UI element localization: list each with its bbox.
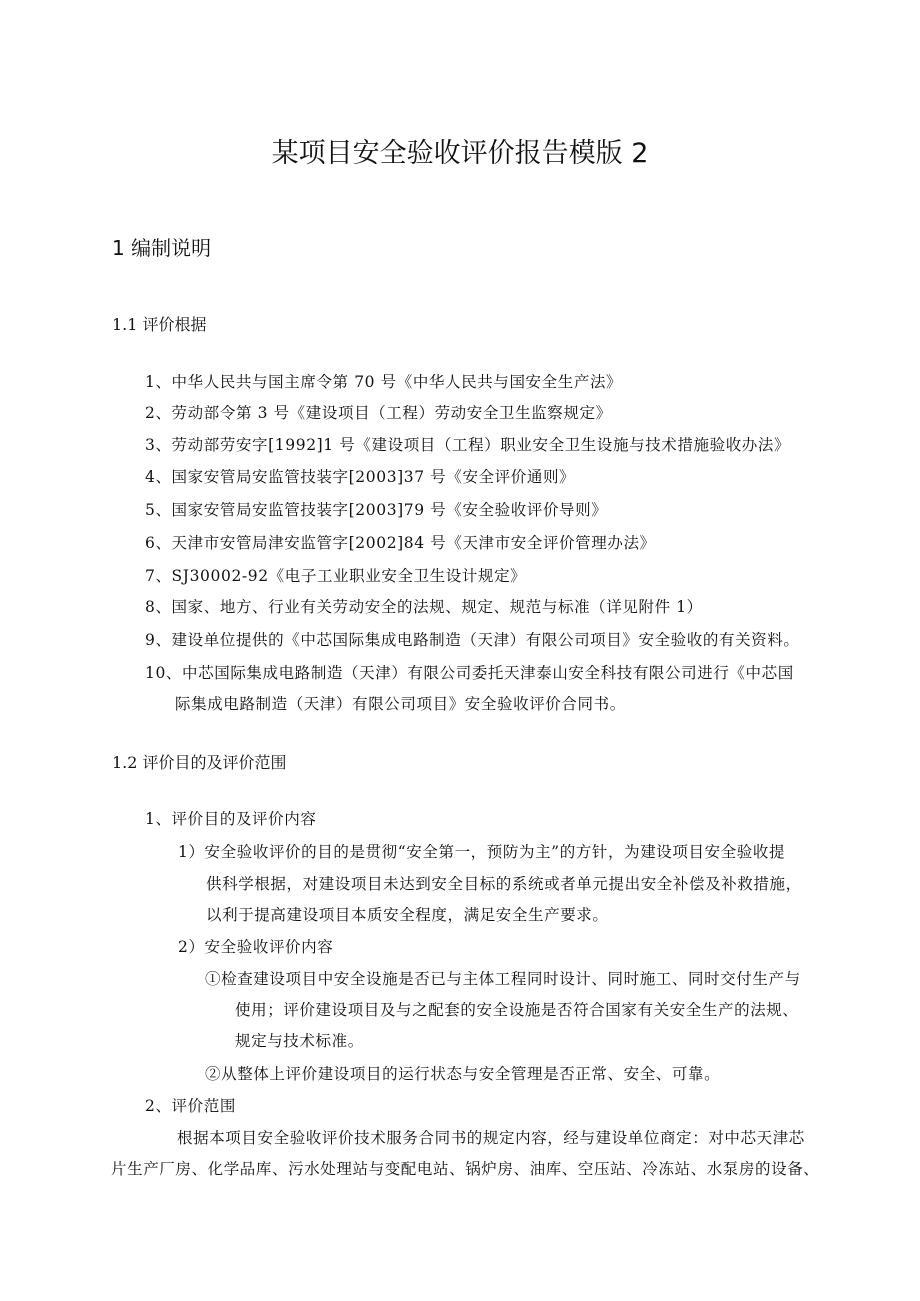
basis-item: 10、中芯国际集成电路制造（天津）有限公司委托天津泰山安全科技有限公司进行《中芯国 [145, 664, 794, 682]
content-item-2: ②从整体上评价建设项目的运行状态与安全管理是否正常、安全、可靠。 [205, 1065, 721, 1083]
scope-heading: 2、评价范围 [145, 1097, 236, 1115]
subsection-heading-1-1: 1.1 评价根据 [112, 315, 207, 334]
section-heading-1: 1 编制说明 [112, 236, 212, 260]
basis-item-continuation: 际集成电路制造（天津）有限公司项目》安全验收评价合同书。 [175, 695, 626, 713]
content-item-1: 使用；评价建设项目及与之配套的安全设施是否符合国家有关安全生产的法规、 [235, 1001, 799, 1019]
page-title: 某项目安全验收评价报告模版 2 [271, 138, 649, 169]
basis-item: 6、天津市安管局津安监管字[2002]84 号《天津市安全评价管理办法》 [145, 534, 656, 552]
basis-item: 4、国家安管局安监管技装字[2003]37 号《安全评价通则》 [145, 468, 576, 486]
content-heading: 2）安全验收评价内容 [178, 938, 334, 956]
content-item-1: 规定与技术标准。 [235, 1032, 364, 1050]
basis-item: 9、建设单位提供的《中芯国际集成电路制造（天津）有限公司项目》安全验收的有关资料。 [145, 631, 800, 649]
purpose-paragraph: 以利于提高建设项目本质安全程度，满足安全生产要求。 [206, 906, 609, 924]
purpose-paragraph: 1）安全验收评价的目的是贯彻“安全第一，预防为主”的方针，为建设项目安全验收提 [178, 843, 786, 861]
purpose-heading: 1、评价目的及评价内容 [145, 810, 317, 828]
scope-paragraph: 片生产厂房、化学品库、污水处理站与变配电站、锅炉房、油库、空压站、冷冻站、水泵房的设备、 [111, 1160, 820, 1178]
basis-item: 3、劳动部劳安字[1992]1 号《建设项目（工程）职业安全卫生设施与技术措施验收办法》 [145, 436, 791, 454]
basis-item: 8、国家、地方、行业有关劳动安全的法规、规定、规范与标准（详见附件 1） [145, 598, 703, 616]
basis-item: 5、国家安管局安监管技装字[2003]79 号《安全验收评价导则》 [145, 501, 608, 519]
purpose-paragraph: 供科学根据，对建设项目未达到安全目标的系统或者单元提出安全补偿及补救措施， [206, 875, 802, 893]
basis-item: 7、SJ30002-92《电子工业职业安全卫生设计规定》 [145, 567, 527, 585]
subsection-heading-1-2: 1.2 评价目的及评价范围 [112, 753, 287, 772]
basis-item: 1、中华人民共与国主席令第 70 号《中华人民共与国安全生产法》 [145, 373, 623, 391]
basis-item: 2、劳动部令第 3 号《建设项目（工程）劳动安全卫生监察规定》 [145, 404, 612, 422]
content-item-1: ①检查建设项目中安全设施是否已与主体工程同时设计、同时施工、同时交付生产与 [205, 970, 801, 988]
scope-paragraph: 根据本项目安全验收评价技术服务合同书的规定内容，经与建设单位商定：对中芯天津芯 [177, 1129, 805, 1147]
